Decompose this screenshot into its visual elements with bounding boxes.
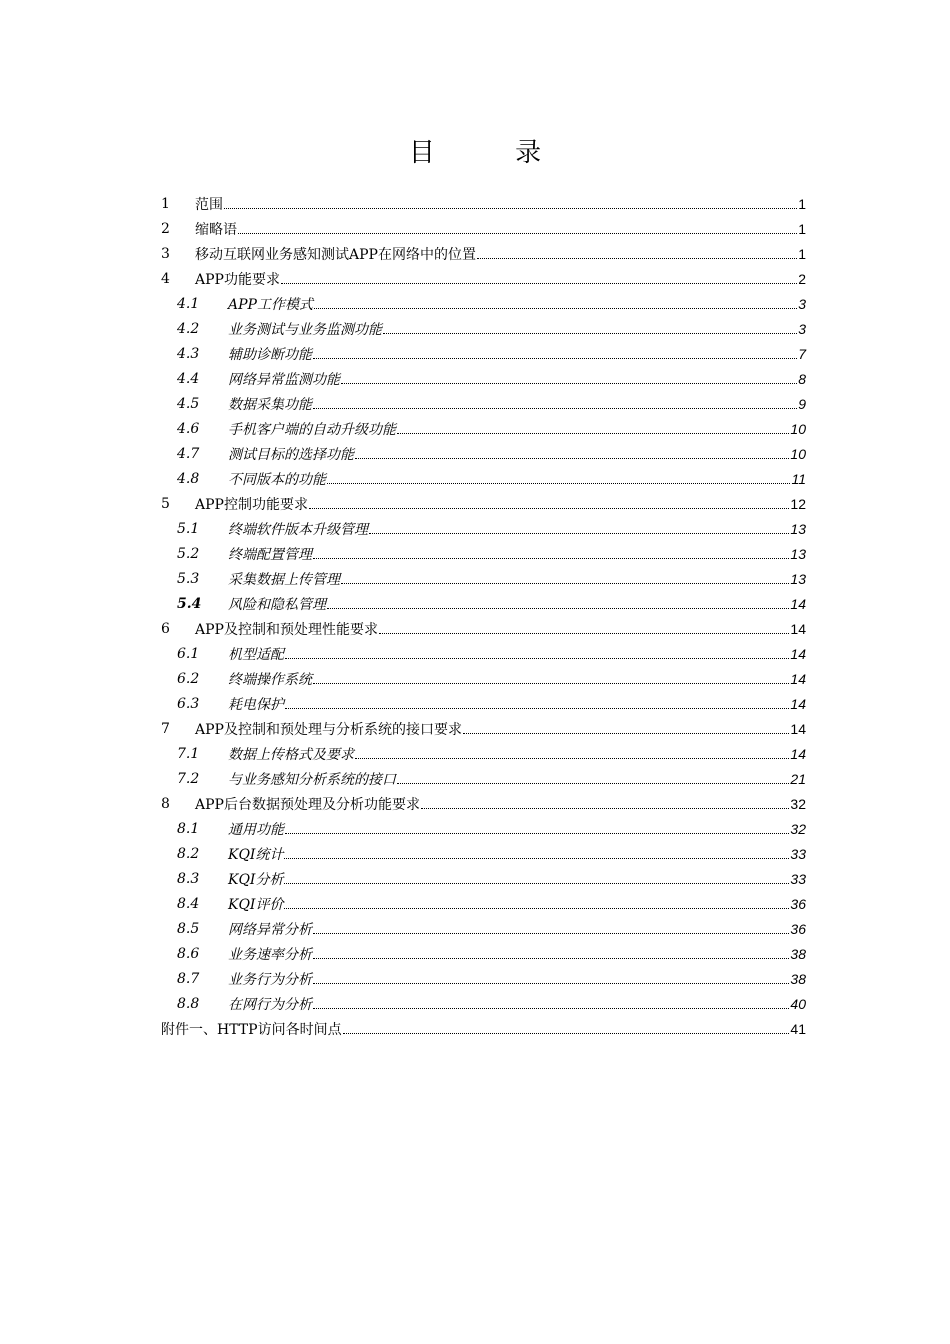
toc-entry-page: 13 [790, 545, 806, 562]
toc-entry-number: 4.1 [177, 295, 200, 312]
toc-entry-label: 附件一、HTTP访问各时间点 [161, 1021, 342, 1038]
toc-entry-page: 36 [790, 920, 806, 937]
toc-entry-number: 8.4 [177, 895, 200, 912]
toc-entry-label: KQI分析 [228, 871, 284, 888]
toc-entry-number: 4.8 [177, 470, 200, 487]
toc-entry-label: 终端软件版本升级管理 [228, 521, 368, 538]
table-of-contents [161, 191, 806, 1041]
toc-entry[interactable] [161, 266, 806, 291]
toc-entry[interactable] [161, 366, 806, 391]
toc-entry[interactable] [161, 866, 806, 891]
toc-entry[interactable] [161, 466, 806, 491]
toc-entry[interactable] [161, 941, 806, 966]
toc-entry-label: 数据上传格式及要求 [228, 746, 354, 763]
toc-entry-number: 3 [161, 245, 170, 262]
toc-entry[interactable] [161, 216, 806, 241]
toc-entry-page: 21 [790, 770, 806, 787]
toc-entry[interactable] [161, 541, 806, 566]
toc-leader-dots [341, 382, 797, 384]
toc-entry-label: 终端操作系统 [228, 671, 312, 688]
toc-leader-dots [284, 907, 789, 909]
toc-entry-label: APP后台数据预处理及分析功能要求 [195, 796, 420, 813]
toc-entry-number: 4.6 [177, 420, 200, 437]
toc-leader-dots [285, 832, 789, 834]
toc-entry-number: 5.4 [177, 595, 202, 612]
toc-entry[interactable] [161, 491, 806, 516]
toc-leader-dots [369, 532, 789, 534]
toc-leader-dots [355, 757, 789, 759]
toc-leader-dots [313, 682, 789, 684]
toc-entry[interactable] [161, 816, 806, 841]
toc-entry-page: 11 [791, 470, 806, 487]
toc-entry[interactable] [161, 841, 806, 866]
toc-entry-number: 6 [161, 620, 170, 637]
toc-entry-label: 在网行为分析 [228, 996, 312, 1013]
toc-entry-number: 7 [161, 720, 170, 737]
toc-entry-page: 36 [790, 895, 806, 912]
toc-entry[interactable] [161, 391, 806, 416]
toc-leader-dots [397, 782, 789, 784]
toc-leader-dots [313, 982, 789, 984]
toc-leader-dots [463, 732, 789, 734]
toc-entry-label: 网络异常监测功能 [228, 371, 340, 388]
toc-leader-dots [327, 607, 789, 609]
toc-entry-page: 14 [790, 595, 806, 612]
toc-entry[interactable] [161, 916, 806, 941]
toc-entry-number: 8.6 [177, 945, 200, 962]
toc-entry-page: 14 [790, 645, 806, 662]
toc-entry-label: 手机客户端的自动升级功能 [228, 421, 396, 438]
toc-entry-number: 4.2 [177, 320, 200, 337]
toc-title: 目 录 [408, 138, 578, 168]
toc-entry-number: 5.2 [177, 545, 200, 562]
toc-entry-label: 风险和隐私管理 [228, 596, 326, 613]
toc-leader-dots [313, 557, 789, 559]
toc-entry-label: 业务测试与业务监测功能 [228, 321, 382, 338]
toc-entry-label: 通用功能 [228, 821, 284, 838]
toc-entry-label: KQI统计 [228, 846, 284, 863]
toc-entry-number: 4 [161, 270, 170, 287]
toc-entry[interactable] [161, 991, 806, 1016]
toc-entry-page: 10 [790, 420, 806, 437]
toc-leader-dots [313, 407, 797, 409]
toc-entry-label: 耗电保护 [228, 696, 284, 713]
toc-leader-dots [281, 282, 797, 284]
toc-entry-page: 14 [790, 745, 806, 762]
toc-entry[interactable] [161, 766, 806, 791]
toc-entry-number: 8.3 [177, 870, 200, 887]
toc-entry-label: 缩略语 [195, 221, 237, 238]
toc-entry-number: 4.5 [177, 395, 200, 412]
toc-leader-dots [421, 807, 789, 809]
toc-entry[interactable] [161, 641, 806, 666]
toc-entry-number: 8.1 [177, 820, 200, 837]
toc-entry-label: 测试目标的选择功能 [228, 446, 354, 463]
toc-entry-page: 38 [790, 970, 806, 987]
toc-entry[interactable] [161, 691, 806, 716]
toc-entry-page: 7 [798, 345, 806, 362]
toc-entry-label: 辅助诊断功能 [228, 346, 312, 363]
toc-entry-number: 8.7 [177, 970, 200, 987]
toc-entry[interactable] [161, 741, 806, 766]
toc-leader-dots [477, 257, 797, 259]
toc-entry-number: 8.5 [177, 920, 200, 937]
toc-entry-page: 14 [790, 720, 806, 737]
toc-entry-label: 业务行为分析 [228, 971, 312, 988]
toc-leader-dots [285, 657, 789, 659]
toc-entry-label: 与业务感知分析系统的接口 [228, 771, 396, 788]
toc-leader-dots [285, 707, 789, 709]
toc-leader-dots [327, 482, 790, 484]
toc-leader-dots [309, 507, 789, 509]
toc-entry[interactable] [161, 441, 806, 466]
toc-entry-number: 6.3 [177, 695, 200, 712]
toc-entry-label: 移动互联网业务感知测试APP在网络中的位置 [195, 246, 476, 263]
toc-entry[interactable] [161, 616, 806, 641]
toc-entry-number: 4.4 [177, 370, 200, 387]
toc-entry-page: 32 [790, 795, 806, 812]
toc-entry[interactable] [161, 566, 806, 591]
toc-entry-label: 机型适配 [228, 646, 284, 663]
toc-entry-page: 14 [790, 670, 806, 687]
toc-entry[interactable] [161, 716, 806, 741]
toc-entry-label: APP工作模式 [228, 296, 313, 313]
toc-entry[interactable] [161, 791, 806, 816]
toc-entry-page: 3 [798, 295, 806, 312]
toc-entry[interactable] [161, 191, 806, 216]
toc-entry-page: 38 [790, 945, 806, 962]
toc-entry-page: 33 [790, 870, 806, 887]
toc-entry-number: 7.1 [177, 745, 200, 762]
toc-entry-label: APP控制功能要求 [195, 496, 308, 513]
toc-entry-number: 5.1 [177, 520, 200, 537]
toc-entry[interactable] [161, 416, 806, 441]
toc-entry-label: 业务速率分析 [228, 946, 312, 963]
toc-entry-page: 2 [798, 270, 806, 287]
toc-leader-dots [314, 307, 797, 309]
toc-entry-page: 1 [798, 245, 806, 262]
toc-entry-page: 12 [790, 495, 806, 512]
toc-entry-page: 40 [790, 995, 806, 1012]
toc-entry-number: 1 [161, 195, 170, 212]
toc-entry-page: 1 [798, 220, 806, 237]
toc-leader-dots [383, 332, 797, 334]
toc-entry-label: 数据采集功能 [228, 396, 312, 413]
toc-entry-page: 13 [790, 520, 806, 537]
toc-entry[interactable] [161, 1016, 806, 1041]
toc-entry-label: 采集数据上传管理 [228, 571, 340, 588]
toc-leader-dots [355, 457, 789, 459]
toc-leader-dots [224, 207, 797, 209]
toc-entry-label: APP及控制和预处理性能要求 [195, 621, 378, 638]
toc-leader-dots [313, 932, 789, 934]
toc-entry-number: 7.2 [177, 770, 200, 787]
toc-leader-dots [313, 357, 797, 359]
toc-leader-dots [313, 957, 789, 959]
toc-entry-page: 10 [790, 445, 806, 462]
toc-entry-number: 8 [161, 795, 170, 812]
toc-entry-page: 14 [790, 695, 806, 712]
toc-entry-page: 13 [790, 570, 806, 587]
toc-entry-label: KQI评价 [228, 896, 284, 913]
toc-leader-dots [313, 1007, 789, 1009]
toc-entry-page: 14 [790, 620, 806, 637]
toc-entry[interactable] [161, 666, 806, 691]
toc-entry[interactable] [161, 966, 806, 991]
toc-entry[interactable] [161, 591, 806, 616]
toc-entry-page: 9 [798, 395, 806, 412]
toc-entry-number: 5.3 [177, 570, 200, 587]
toc-entry-label: APP功能要求 [195, 271, 280, 288]
toc-entry[interactable] [161, 241, 806, 266]
toc-leader-dots [379, 632, 789, 634]
toc-leader-dots [343, 1032, 790, 1034]
toc-entry-label: APP及控制和预处理与分析系统的接口要求 [195, 721, 462, 738]
toc-entry-page: 33 [790, 845, 806, 862]
toc-entry-number: 4.3 [177, 345, 200, 362]
toc-leader-dots [397, 432, 789, 434]
toc-entry-label: 不同版本的功能 [228, 471, 326, 488]
toc-entry-label: 终端配置管理 [228, 546, 312, 563]
toc-leader-dots [284, 857, 789, 859]
toc-leader-dots [238, 232, 797, 234]
toc-entry-label: 网络异常分析 [228, 921, 312, 938]
toc-entry-number: 8.2 [177, 845, 200, 862]
toc-entry[interactable] [161, 291, 806, 316]
toc-entry-number: 2 [161, 220, 170, 237]
toc-leader-dots [341, 582, 789, 584]
toc-entry[interactable] [161, 316, 806, 341]
toc-entry-number: 4.7 [177, 445, 200, 462]
toc-entry-page: 32 [790, 820, 806, 837]
toc-entry-number: 5 [161, 495, 170, 512]
toc-entry-page: 41 [790, 1020, 806, 1037]
toc-entry-page: 8 [798, 370, 806, 387]
toc-entry-number: 6.1 [177, 645, 200, 662]
toc-entry-page: 1 [798, 195, 806, 212]
toc-leader-dots [284, 882, 789, 884]
toc-entry[interactable] [161, 516, 806, 541]
toc-entry-number: 6.2 [177, 670, 200, 687]
toc-entry-label: 范围 [195, 196, 223, 213]
toc-entry-number: 8.8 [177, 995, 200, 1012]
toc-entry[interactable] [161, 891, 806, 916]
toc-entry[interactable] [161, 341, 806, 366]
toc-entry-page: 3 [798, 320, 806, 337]
